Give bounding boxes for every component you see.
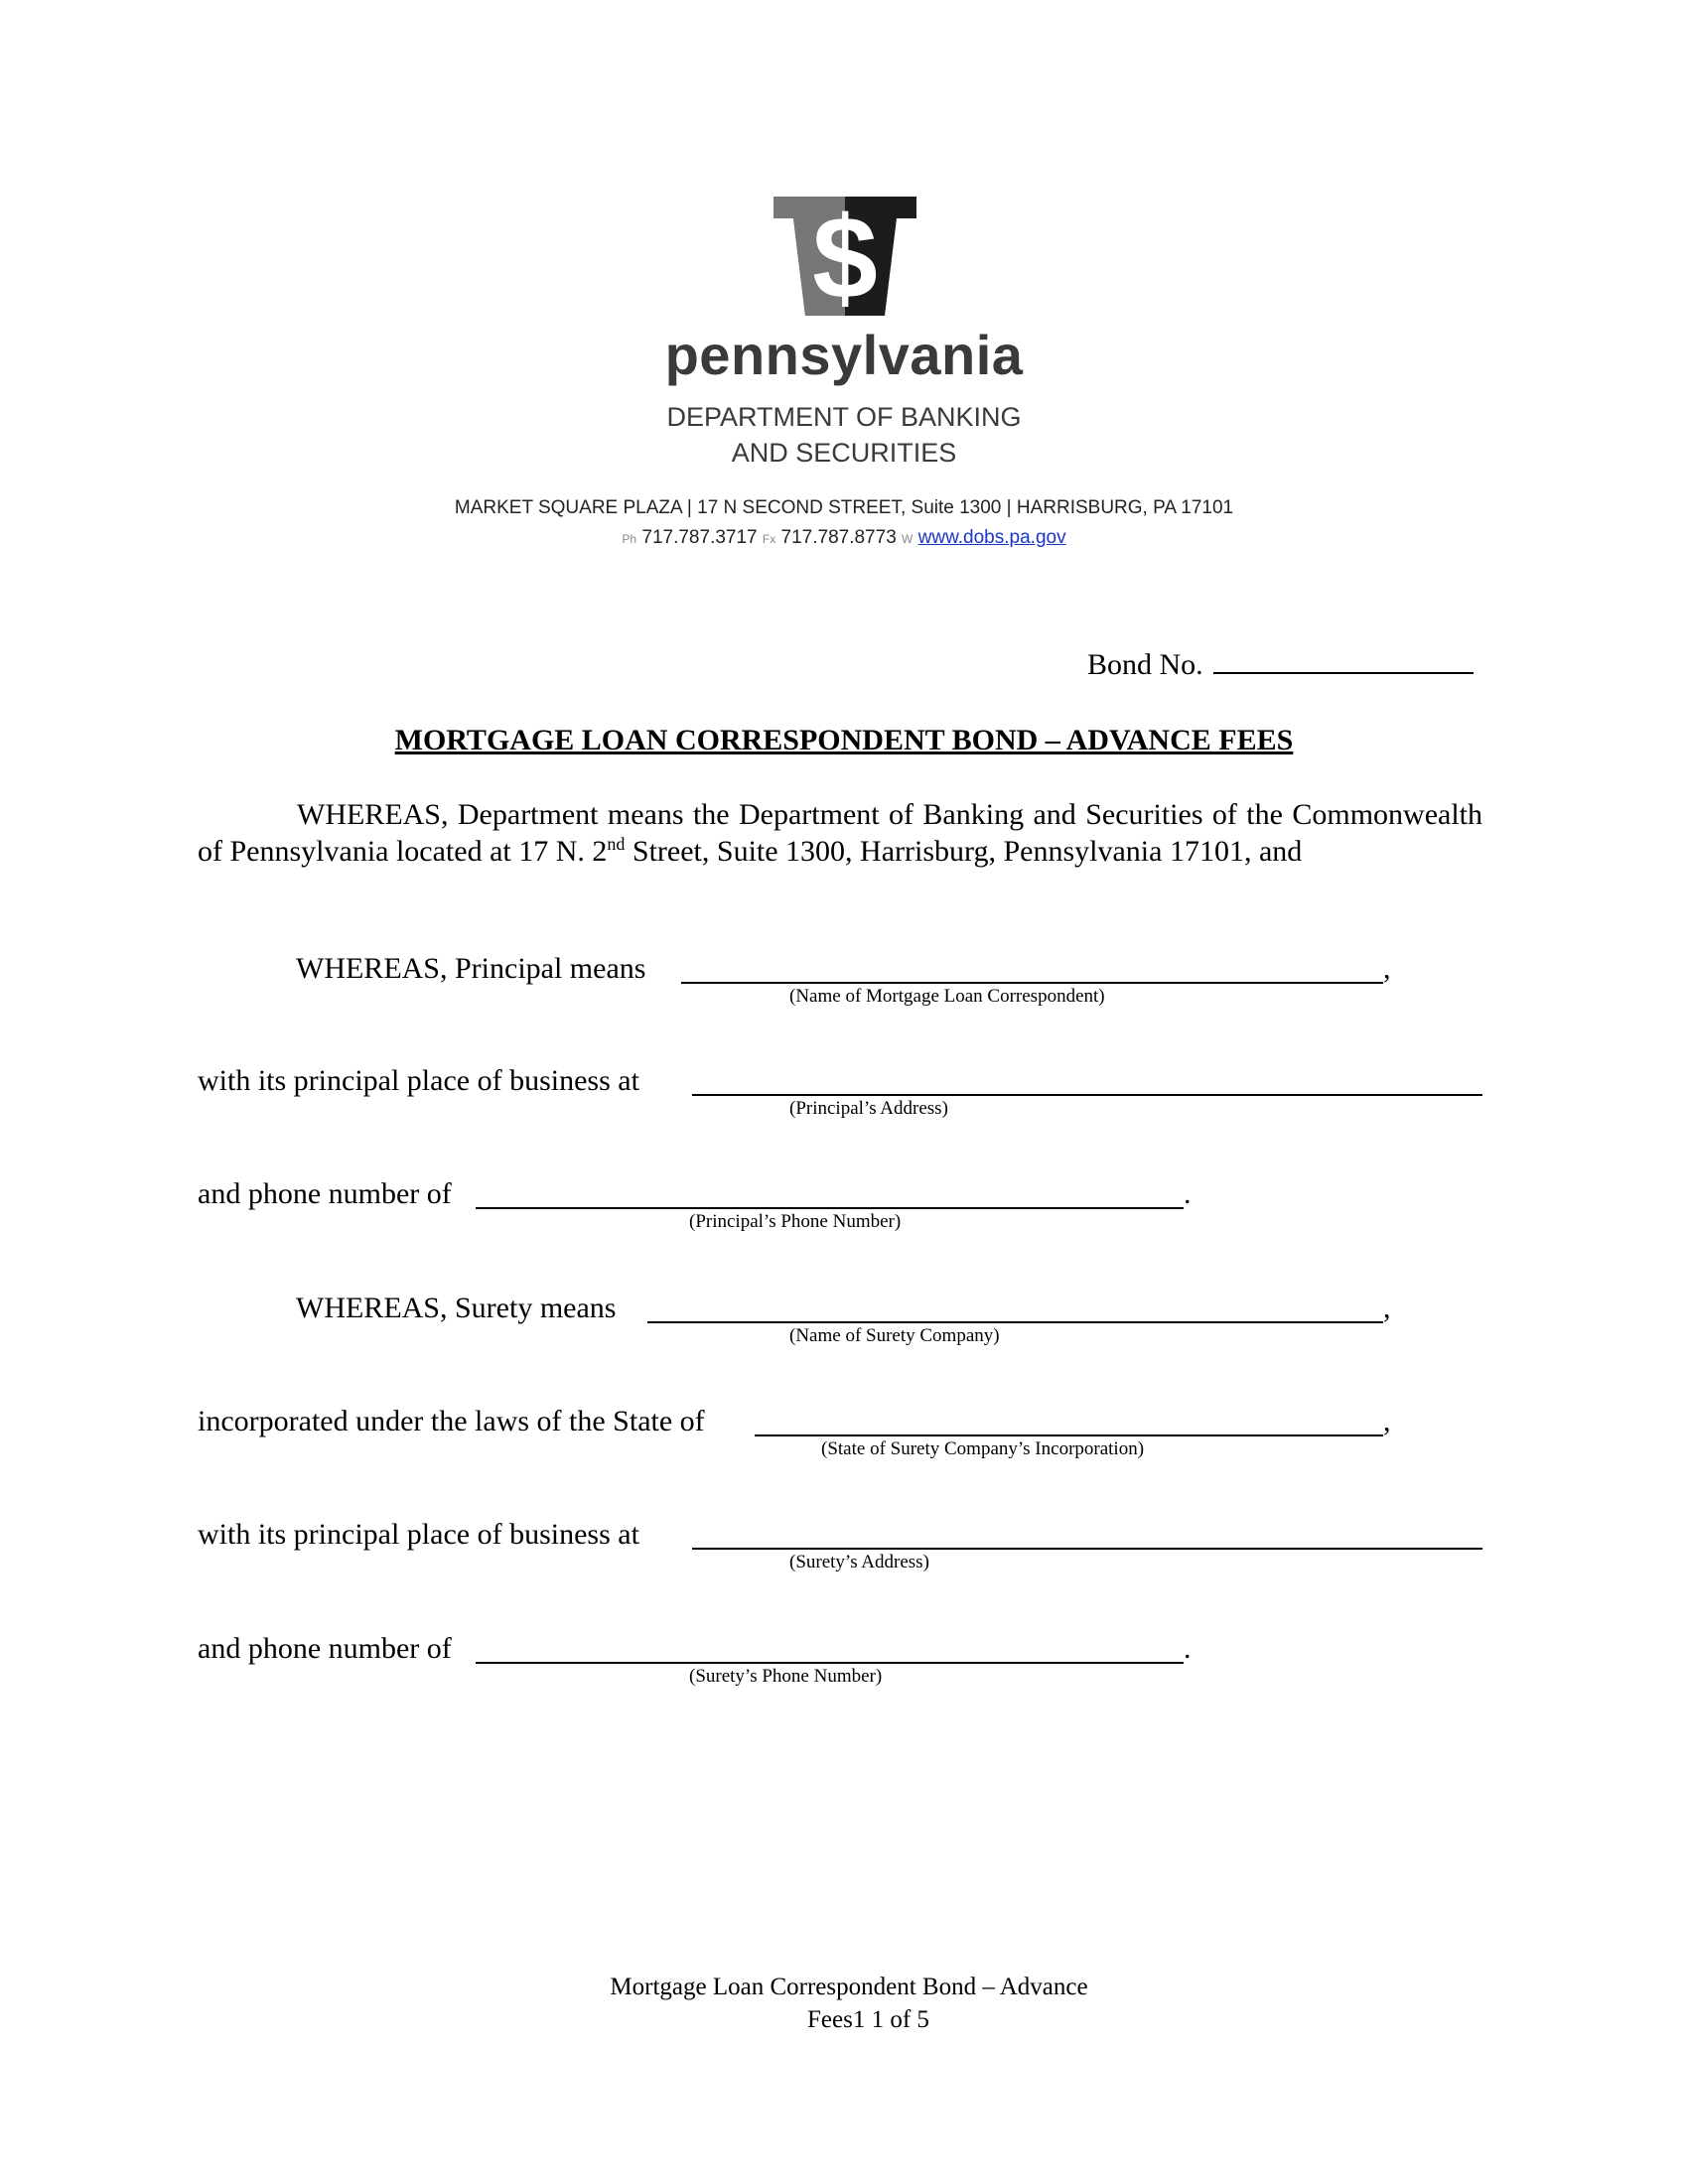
principal-name-input[interactable] (681, 982, 1383, 984)
surety-state-input[interactable] (755, 1434, 1383, 1436)
intro-paragraph (198, 796, 1482, 870)
fax-number: 717.787.8773 (780, 527, 897, 548)
agency-name: pennsylvania (664, 324, 1024, 386)
principal-phone-label: and phone number of (198, 1177, 452, 1210)
department-name-line1: DEPARTMENT OF BANKING (666, 402, 1022, 432)
surety-phone-input[interactable] (476, 1662, 1184, 1664)
principal-name-caption: (Name of Mortgage Loan Correspondent) (789, 986, 1105, 1007)
intro-superscript: nd (607, 834, 626, 854)
surety-name-end: , (1383, 1292, 1391, 1324)
surety-name-caption: (Name of Surety Company) (789, 1325, 1000, 1346)
principal-phone-caption: (Principal’s Phone Number) (689, 1211, 902, 1232)
footer-title: Mortgage Loan Correspondent Bond – Advance (610, 1974, 1088, 2000)
intro-text-part2: Street, Suite 1300, Harrisburg, Pennsylvania 17101, and (625, 835, 1303, 868)
principal-address-caption: (Principal’s Address) (789, 1098, 948, 1119)
phone-prefix: Ph (622, 532, 637, 546)
bond-number-field (1087, 647, 1474, 683)
intro-text-part1: WHEREAS, Department means the Department of Banking and Securities of the Commonwealth of Pennsylvania located at 17 N. 2 (198, 798, 1482, 868)
department-name-line2: AND SECURITIES (731, 438, 957, 468)
principal-name-end: , (1383, 952, 1391, 985)
principal-address-input[interactable] (692, 1094, 1482, 1096)
web-prefix: W (902, 532, 914, 546)
keystone-dollar-logo (774, 197, 916, 316)
phone-number: 717.787.3717 (641, 527, 758, 548)
principal-phone-end: . (1184, 1177, 1192, 1210)
surety-address-caption: (Surety’s Address) (789, 1552, 929, 1572)
surety-phone-end: . (1184, 1632, 1192, 1665)
document-title: MORTGAGE LOAN CORRESPONDENT BOND – ADVANCE FEES (394, 724, 1294, 756)
principal-address-label: with its principal place of business at (198, 1064, 639, 1097)
fax-prefix: Fx (762, 532, 776, 546)
letterhead-address: MARKET SQUARE PLAZA | 17 N SECOND STREET, Suite 1300 | HARRISBURG, PA 17101 (454, 497, 1234, 518)
website-link[interactable]: www.dobs.pa.gov (917, 527, 1066, 548)
bond-number-blank[interactable] (1213, 671, 1474, 674)
surety-state-end: , (1383, 1405, 1391, 1437)
letterhead-contact (0, 526, 1688, 551)
surety-name-input[interactable] (647, 1321, 1383, 1323)
svg-text:$: $ (812, 197, 878, 316)
surety-phone-label: and phone number of (198, 1632, 452, 1665)
principal-name-label: WHEREAS, Principal means (296, 952, 646, 985)
surety-phone-caption: (Surety’s Phone Number) (689, 1666, 883, 1687)
footer-page-number: Fees1 1 of 5 (807, 2006, 929, 2033)
surety-state-caption: (State of Surety Company’s Incorporation) (821, 1438, 1145, 1459)
surety-address-label: with its principal place of business at (198, 1518, 639, 1551)
surety-state-label: incorporated under the laws of the State of (198, 1405, 705, 1437)
bond-number-label: Bond No. (1087, 648, 1203, 681)
surety-address-input[interactable] (692, 1548, 1482, 1550)
principal-phone-input[interactable] (476, 1207, 1184, 1209)
surety-name-label: WHEREAS, Surety means (296, 1292, 617, 1324)
